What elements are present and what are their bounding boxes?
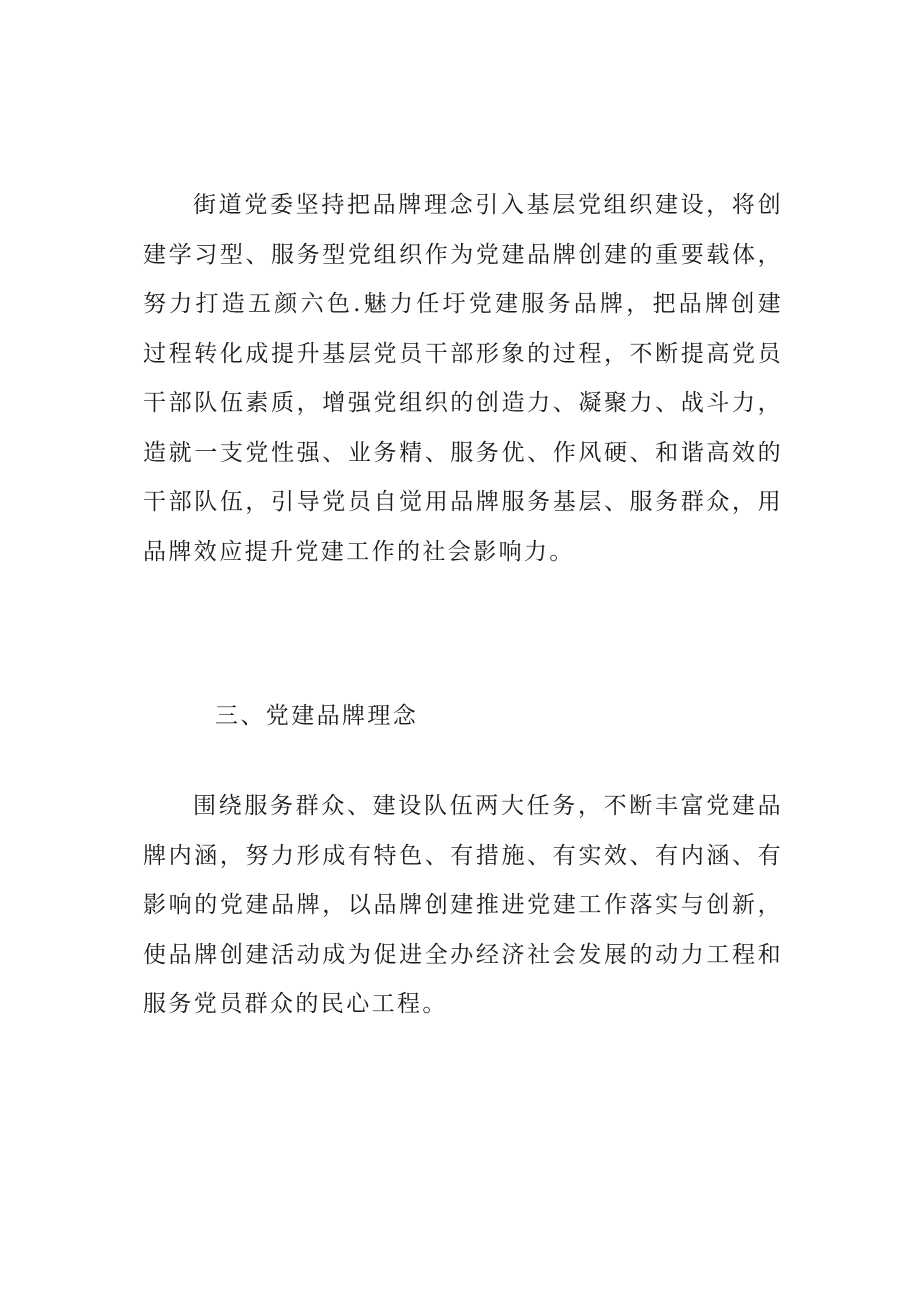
body-paragraph-1: 街道党委坚持把品牌理念引入基层党组织建设，将创建学习型、服务型党组织作为党建品牌创建的重要载体，努力打造五颜六色.魅力任圩党建服务品牌，把品牌创建过程转化成提升基层党员干部形象的过程，不断提高党员干部队伍素质，增强党组织的创造力、凝聚力、战斗力，造就一支党性强、业务精、服务优、作风硬、和谐高效的干部队伍，引导党员自觉用品牌服务基层、服务群众，用品牌效应提升党建工作的社会影响力。 [143, 192, 783, 565]
body-paragraph-2: 围绕服务群众、建设队伍两大任务，不断丰富党建品牌内涵，努力形成有特色、有措施、有实效、有内涵、有影响的党建品牌，以品牌创建推进党建工作落实与创新，使品牌创建活动成为促进全办经济社会发展的动力工程和服务党员群众的民心工程。 [143, 793, 783, 1017]
section-heading: 三、党建品牌理念 [215, 703, 419, 729]
